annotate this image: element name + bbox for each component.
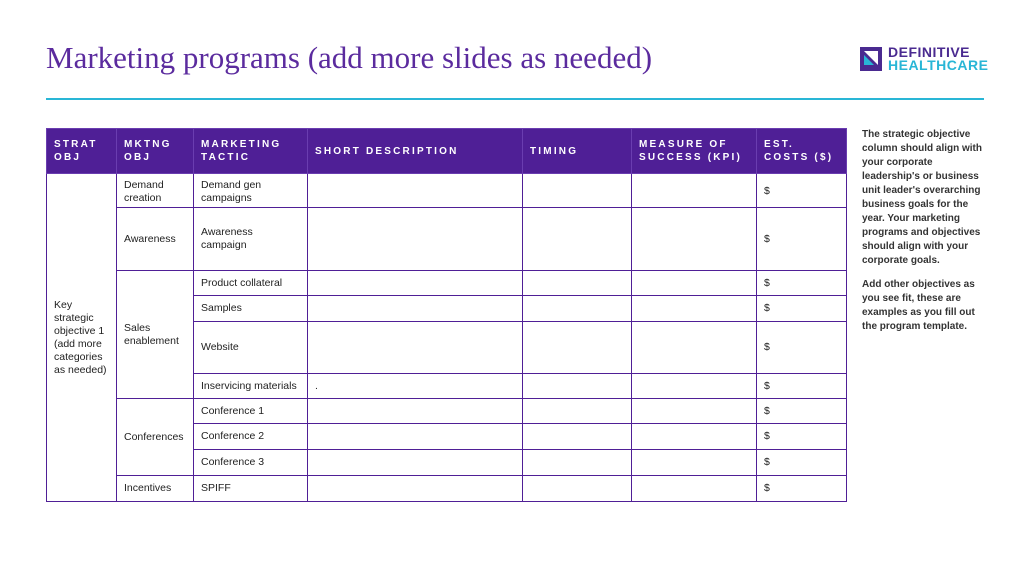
desc-cell[interactable] <box>308 450 523 476</box>
desc-cell[interactable] <box>308 322 523 374</box>
table-header-row <box>47 129 847 174</box>
kpi-cell[interactable] <box>632 322 757 374</box>
timing-cell[interactable] <box>523 424 632 450</box>
timing-cell[interactable] <box>523 476 632 502</box>
desc-cell[interactable] <box>308 271 523 296</box>
logo-mark-icon <box>860 47 882 71</box>
page-title: Marketing programs (add more slides as needed) <box>46 40 653 75</box>
kpi-cell[interactable] <box>632 450 757 476</box>
desc-cell[interactable] <box>308 476 523 502</box>
cost-cell[interactable]: $ <box>757 322 847 374</box>
header-mktng-obj: MKTNG OBJ <box>117 129 194 174</box>
cost-cell[interactable]: $ <box>757 174 847 208</box>
logo-line2: HEALTHCARE <box>888 57 989 73</box>
kpi-cell[interactable] <box>632 174 757 208</box>
timing-cell[interactable] <box>523 450 632 476</box>
desc-cell[interactable] <box>308 399 523 424</box>
cost-cell[interactable]: $ <box>757 296 847 322</box>
strat-obj-cell: Key strategic objective 1 (add more categories as needed) <box>47 174 117 502</box>
desc-cell[interactable]: . <box>308 374 523 399</box>
timing-cell[interactable] <box>523 374 632 399</box>
timing-cell[interactable] <box>523 322 632 374</box>
side-note-1: The strategic objective column should align with your corporate leadership's or business unit leader's overarching business goals for the year. Your marketing programs and objectives should align with your corporate goals. <box>862 129 982 266</box>
side-notes <box>862 128 986 344</box>
cost-cell[interactable]: $ <box>757 424 847 450</box>
header-tactic: MARKETING TACTIC <box>194 129 308 174</box>
header-cost: EST. COSTS ($) <box>757 129 847 174</box>
tactic-cell: Demand gen campaigns <box>194 174 308 208</box>
tactic-cell: Website <box>194 322 308 374</box>
timing-cell[interactable] <box>523 296 632 322</box>
kpi-cell[interactable] <box>632 374 757 399</box>
kpi-cell[interactable] <box>632 424 757 450</box>
cost-cell[interactable]: $ <box>757 208 847 271</box>
mktng-obj-cell: Awareness <box>117 208 194 271</box>
company-logo <box>860 45 988 73</box>
tactic-cell: Inservicing materials <box>194 374 308 399</box>
tactic-cell: Conference 3 <box>194 450 308 476</box>
timing-cell[interactable] <box>523 399 632 424</box>
table-row <box>47 208 847 271</box>
header-strat-obj: STRAT OBJ <box>47 129 117 174</box>
mktng-obj-cell: Incentives <box>117 476 194 502</box>
timing-cell[interactable] <box>523 271 632 296</box>
kpi-cell[interactable] <box>632 476 757 502</box>
tactic-cell: Product collateral <box>194 271 308 296</box>
programs-table <box>46 128 847 502</box>
table-row <box>47 174 847 208</box>
mktng-obj-cell: Sales enablement <box>117 271 194 399</box>
desc-cell[interactable] <box>308 296 523 322</box>
tactic-cell: SPIFF <box>194 476 308 502</box>
header-description: SHORT DESCRIPTION <box>308 129 523 174</box>
cost-cell[interactable]: $ <box>757 374 847 399</box>
cost-cell[interactable]: $ <box>757 450 847 476</box>
kpi-cell[interactable] <box>632 208 757 271</box>
cost-cell[interactable]: $ <box>757 476 847 502</box>
header-timing: TIMING <box>523 129 632 174</box>
timing-cell[interactable] <box>523 208 632 271</box>
kpi-cell[interactable] <box>632 271 757 296</box>
table-row <box>47 399 847 424</box>
mktng-obj-cell: Demand creation <box>117 174 194 208</box>
tactic-cell: Awareness campaign <box>194 208 308 271</box>
header-kpi: MEASURE OF SUCCESS (KPI) <box>632 129 757 174</box>
tactic-cell: Conference 1 <box>194 399 308 424</box>
tactic-cell: Samples <box>194 296 308 322</box>
table-row <box>47 476 847 502</box>
kpi-cell[interactable] <box>632 296 757 322</box>
title-divider <box>46 98 984 100</box>
side-note-2: Add other objectives as you see fit, these are examples as you fill out the program template. <box>862 279 975 332</box>
mktng-obj-cell: Conferences <box>117 399 194 476</box>
desc-cell[interactable] <box>308 424 523 450</box>
tactic-cell: Conference 2 <box>194 424 308 450</box>
desc-cell[interactable] <box>308 174 523 208</box>
desc-cell[interactable] <box>308 208 523 271</box>
table-row <box>47 271 847 296</box>
timing-cell[interactable] <box>523 174 632 208</box>
logo-line1: DEFINITIVE <box>888 44 971 60</box>
kpi-cell[interactable] <box>632 399 757 424</box>
cost-cell[interactable]: $ <box>757 271 847 296</box>
cost-cell[interactable]: $ <box>757 399 847 424</box>
